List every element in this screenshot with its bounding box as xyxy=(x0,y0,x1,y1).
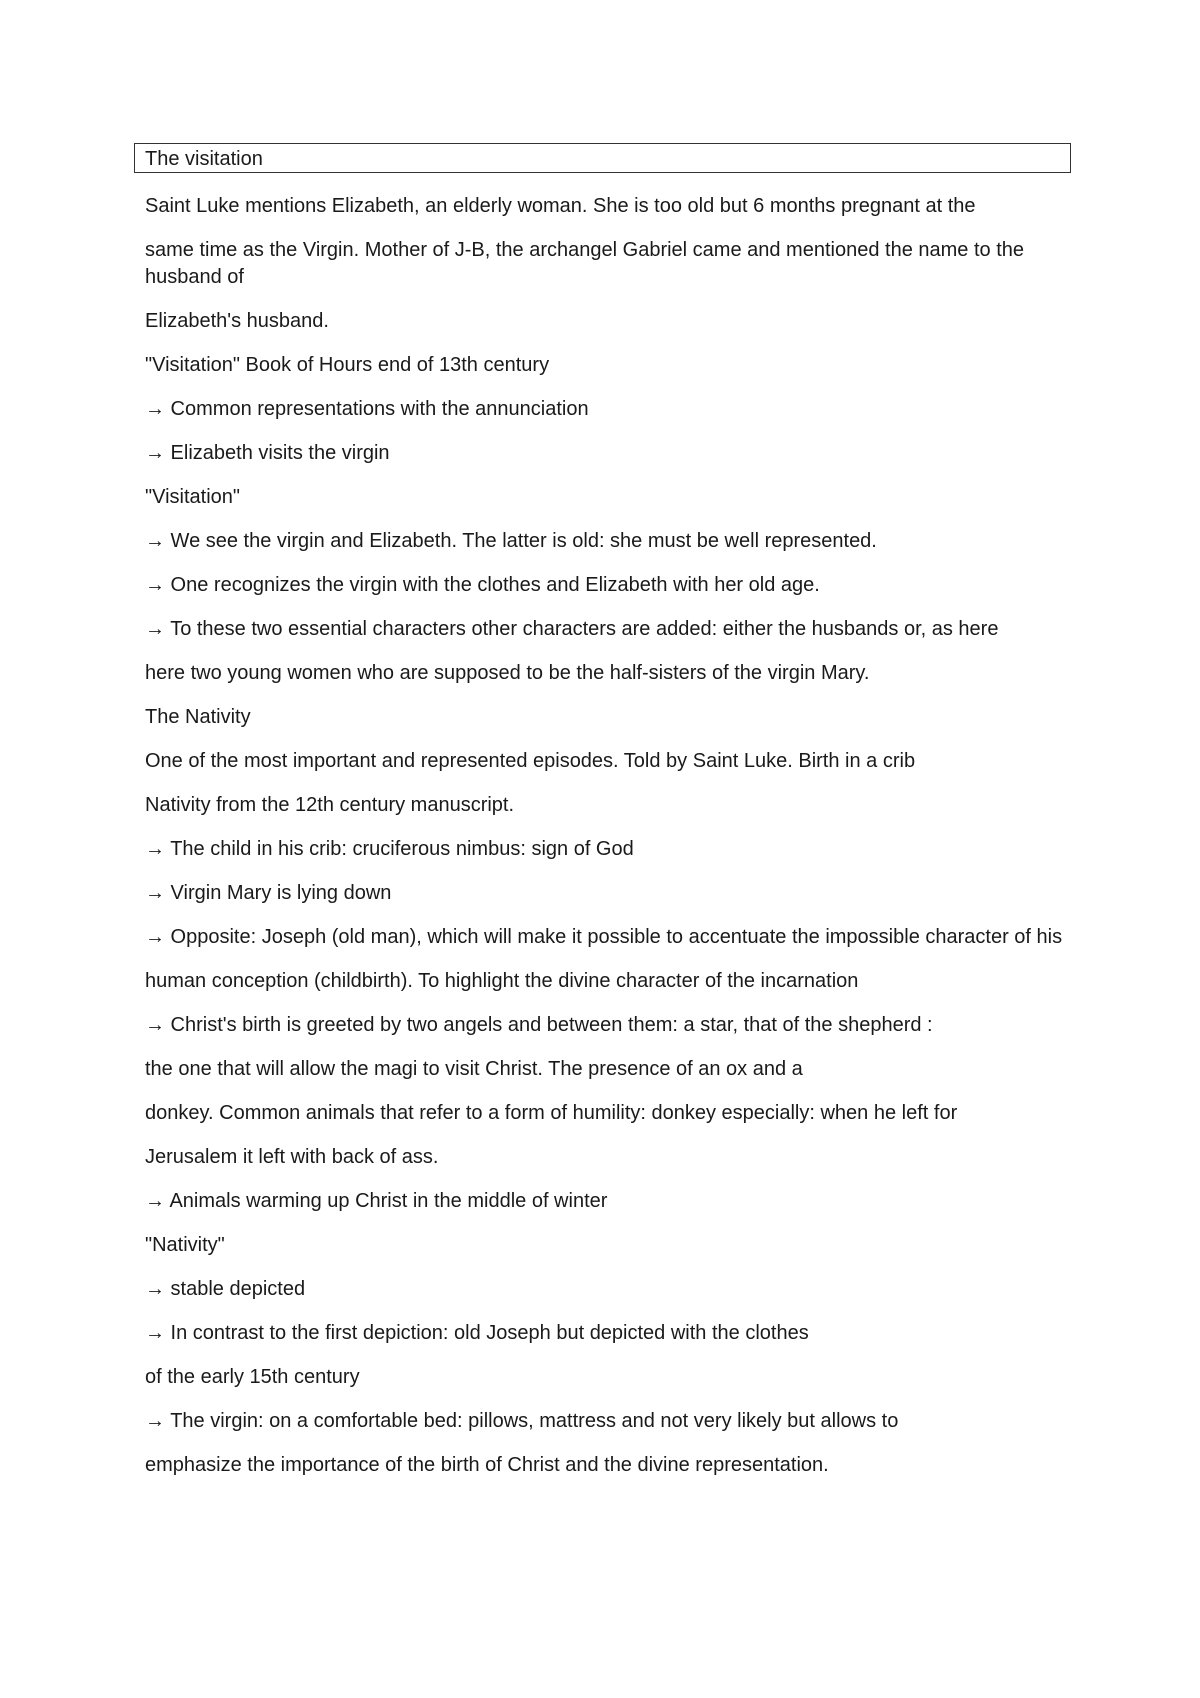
paragraph-25: → stable depicted xyxy=(145,1278,306,1300)
paragraph-22: Jerusalem it left with back of ass. xyxy=(145,1146,439,1168)
paragraph-18: human conception (childbirth). To highlight the divine character of the incarnation xyxy=(145,970,859,992)
paragraph-8: → We see the virgin and Elizabeth. The latter is old: she must be well represented. xyxy=(145,530,877,552)
paragraph-26: → In contrast to the first depiction: old Joseph but depicted with the clothes xyxy=(145,1322,809,1344)
paragraph-9: → One recognizes the virgin with the clothes and Elizabeth with her old age. xyxy=(145,574,820,596)
paragraph-12: The Nativity xyxy=(145,706,251,728)
paragraph-19: → Christ's birth is greeted by two angels and between them: a star, that of the shepherd : xyxy=(145,1014,933,1036)
paragraph-3: Elizabeth's husband. xyxy=(145,310,329,332)
paragraph-21: donkey. Common animals that refer to a form of humility: donkey especially: when he left for xyxy=(145,1102,958,1124)
paragraph-2: same time as the Virgin. Mother of J-B, the archangel Gabriel came and mentioned the name to the husband of xyxy=(145,239,1024,288)
paragraph-23: → Animals warming up Christ in the middle of winter xyxy=(145,1190,608,1212)
paragraph-27: of the early 15th century xyxy=(145,1366,360,1388)
paragraph-28: → The virgin: on a comfortable bed: pillows, mattress and not very likely but allows to xyxy=(145,1410,899,1432)
paragraph-20: the one that will allow the magi to visit Christ. The presence of an ox and a xyxy=(145,1058,803,1080)
section-title-box xyxy=(134,143,1071,173)
paragraph-11: here two young women who are supposed to be the half-sisters of the virgin Mary. xyxy=(145,662,870,684)
paragraph-14: Nativity from the 12th century manuscript. xyxy=(145,794,515,816)
paragraph-4: "Visitation" Book of Hours end of 13th century xyxy=(145,354,550,376)
paragraph-29: emphasize the importance of the birth of Christ and the divine representation. xyxy=(145,1454,829,1476)
paragraph-15: → The child in his crib: cruciferous nimbus: sign of God xyxy=(145,838,634,860)
paragraph-5: → Common representations with the annunciation xyxy=(145,398,589,420)
paragraph-16: → Virgin Mary is lying down xyxy=(145,882,392,904)
paragraph-10: → To these two essential characters other characters are added: either the husbands or, as here xyxy=(145,618,999,640)
paragraph-6: → Elizabeth visits the virgin xyxy=(145,442,390,464)
paragraph-1: Saint Luke mentions Elizabeth, an elderly woman. She is too old but 6 months pregnant at the xyxy=(145,195,976,217)
section-title: The visitation xyxy=(145,148,263,170)
paragraph-7: "Visitation" xyxy=(145,486,240,508)
paragraph-17: → Opposite: Joseph (old man), which will make it possible to accentuate the impossible character of his xyxy=(145,926,1063,948)
paragraph-24: "Nativity" xyxy=(145,1234,225,1256)
paragraph-13: One of the most important and represented episodes. Told by Saint Luke. Birth in a crib xyxy=(145,750,916,772)
document-body xyxy=(145,193,1070,1496)
